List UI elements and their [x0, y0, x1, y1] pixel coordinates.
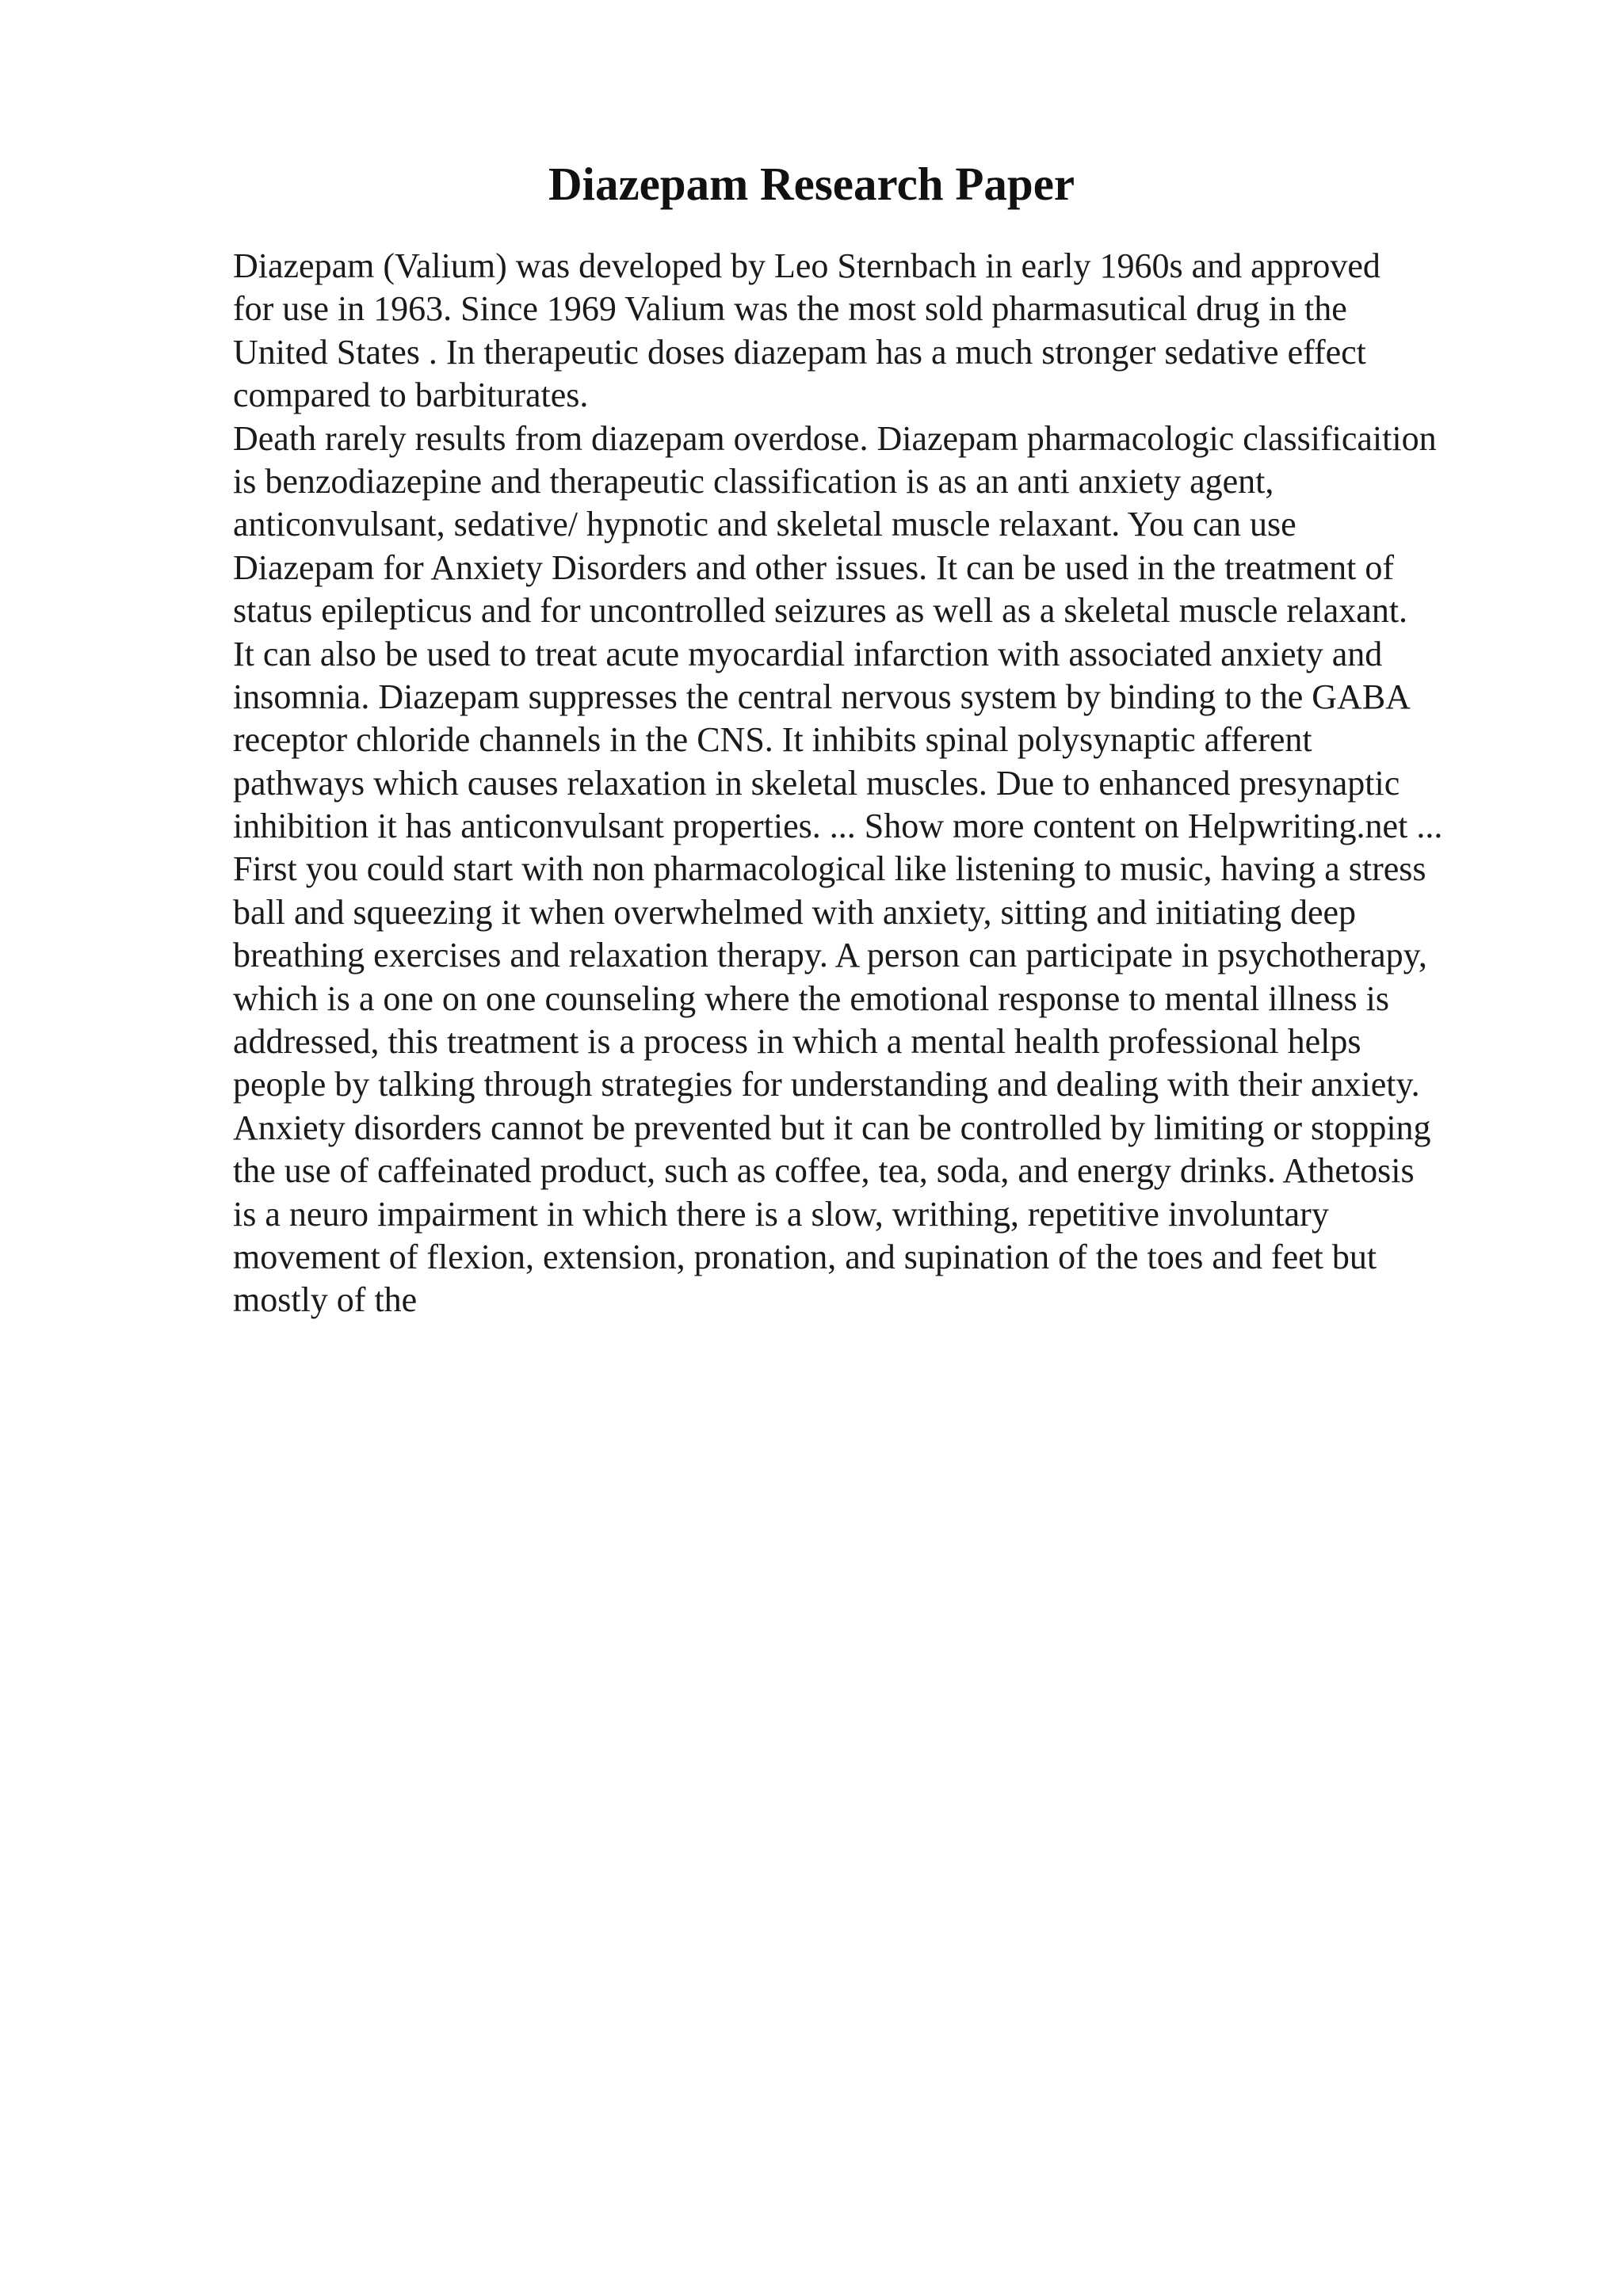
body-line: is benzodiazepine and therapeutic classification is as an anti anxiety agent,: [233, 461, 1274, 501]
body-line: United States . In therapeutic doses diazepam has a much stronger sedative effect: [233, 332, 1366, 372]
body-line: First you could start with non pharmacological like listening to music, having a stress: [233, 849, 1426, 889]
body-line: people by talking through strategies for understanding and dealing with their anxiety.: [233, 1065, 1420, 1104]
body-line: status epilepticus and for uncontrolled seizures as well as a skeletal muscle relaxant.: [233, 591, 1408, 631]
body-line: Diazepam (Valium) was developed by Leo Sternbach in early 1960s and approved: [233, 246, 1381, 285]
body-line: which is a one on one counseling where the emotional response to mental illness is: [233, 978, 1390, 1018]
body-line: insomnia. Diazepam suppresses the central nervous system by binding to the GABA: [233, 677, 1411, 716]
body-line: pathways which causes relaxation in skeletal muscles. Due to enhanced presynaptic: [233, 763, 1400, 803]
body-line: receptor chloride channels in the CNS. It inhibits spinal polysynaptic afferent: [233, 720, 1312, 760]
body-line: is a neuro impairment in which there is a slow, writhing, repetitive involuntary: [233, 1194, 1329, 1234]
body-line: compared to barbiturates.: [233, 376, 589, 415]
body-line: addressed, this treatment is a process in which a mental health professional helps: [233, 1022, 1361, 1062]
body-line: Anxiety disorders cannot be prevented but it can be controlled by limiting or stopping: [233, 1108, 1431, 1147]
body-line: the use of caffeinated product, such as coffee, tea, soda, and energy drinks. Athetosis: [233, 1151, 1415, 1191]
body-line: ball and squeezing it when overwhelmed with anxiety, sitting and initiating deep: [233, 892, 1357, 932]
body-line: It can also be used to treat acute myocardial infarction with associated anxiety and: [233, 634, 1383, 673]
body-line: Diazepam for Anxiety Disorders and other issues. It can be used in the treatment of: [233, 547, 1394, 587]
body-line: Death rarely results from diazepam overdose. Diazepam pharmacologic classificaition: [233, 418, 1437, 458]
body-line: breathing exercises and relaxation therapy. A person can participate in psychotherapy,: [233, 936, 1427, 975]
body-line: for use in 1963. Since 1969 Valium was the most sold pharmasutical drug in the: [233, 289, 1347, 329]
document-title: Diazepam Research Paper: [548, 158, 1075, 210]
body-line: movement of flexion, extension, pronation, and supination of the toes and feet but: [233, 1237, 1377, 1276]
body-line: anticonvulsant, sedative/ hypnotic and skeletal muscle relaxant. You can use: [233, 505, 1296, 544]
body-line: inhibition it has anticonvulsant properties. ... Show more content on Helpwriting.net ...: [233, 807, 1443, 846]
document-body: [233, 245, 1549, 1322]
body-line: mostly of the: [233, 1280, 418, 1320]
